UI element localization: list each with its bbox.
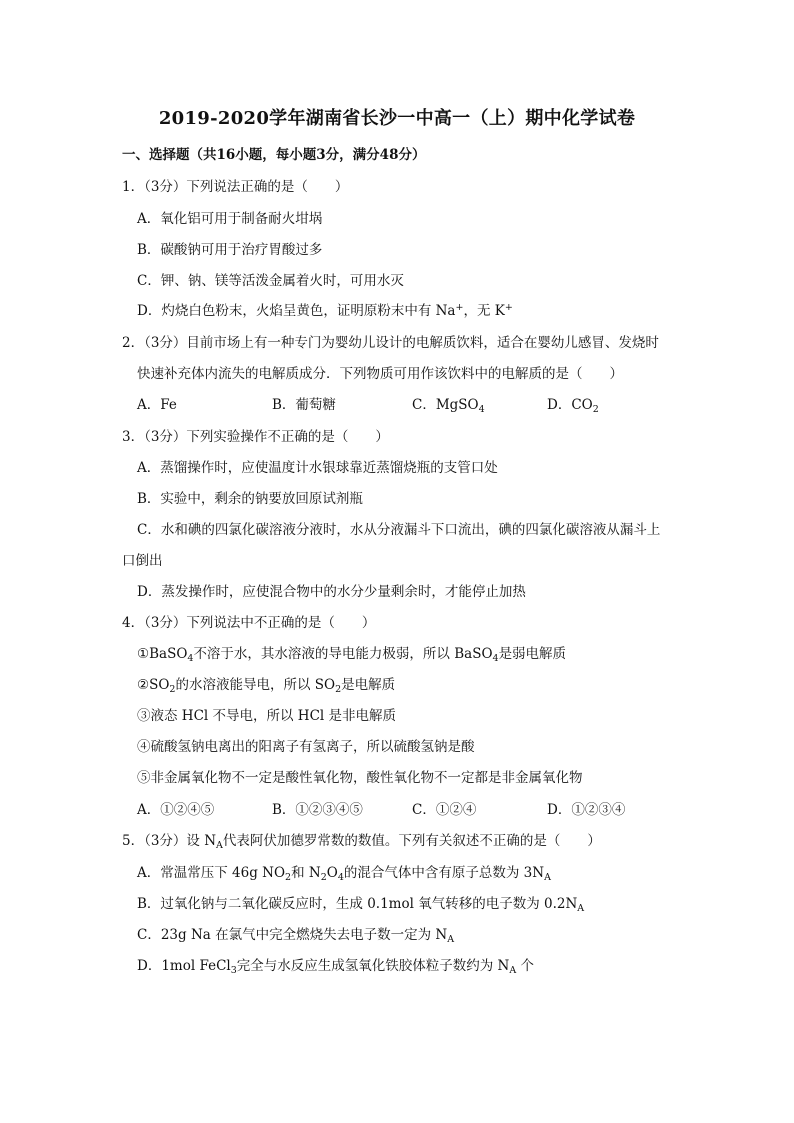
- question-4-option-d: D．①②③④: [547, 802, 626, 818]
- question-4-statement-4: ④硫酸氢钠电离出的阳离子有氢离子，所以硫酸氢钠是酸: [137, 739, 475, 755]
- question-3-option-c-line2: 口倒出: [122, 553, 163, 569]
- question-3-option-a: A．蒸馏操作时，应使温度计水银球靠近蒸馏烧瓶的支管口处: [137, 460, 498, 476]
- question-5-option-a: A．常温常压下 46g $NO_2$和 $N_2O_4$的混合气体中含有原子总数为 $3N_A$: [137, 865, 551, 883]
- question-5-option-d: D．1mol FeCl$_3$完全与水反应生成氢氧化铁胶体粒子数约为 $N_A$ 个: [137, 958, 535, 976]
- question-5-option-b: B．过氧化钠与二氧化碳反应时，生成 0.1mol 氧气转移的电子数为 $0.2N_A$: [137, 896, 585, 914]
- question-5-option-c: C．23g Na 在氯气中完全燃烧失去电子数一定为 $N_A$: [137, 927, 455, 945]
- question-3-option-b: B．实验中，剩余的钠要放回原试剂瓶: [137, 491, 363, 507]
- question-4-option-b: B．①②③④⑤: [272, 802, 363, 818]
- page-title: 2019-2020学年湖南省长沙一中高一（上）期中化学试卷: [158, 108, 636, 129]
- question-1-stem: 1．（3分）下列说法正确的是（ ）: [122, 179, 349, 195]
- question-2-option-c: C．MgSO$_4$: [412, 397, 485, 415]
- question-1-option-b: B．碳酸钠可用于治疗胃酸过多: [137, 242, 323, 258]
- question-4-statement-5: ⑤非金属氧化物不一定是酸性氧化物，酸性氧化物不一定都是非金属氧化物: [137, 770, 583, 786]
- question-4-statement-2: $②SO_2$的水溶液能导电，所以 $SO_2$是电解质: [137, 677, 396, 695]
- question-4-statement-1: ①BaSO$_4$不溶于水，其水溶液的导电能力极弱，所以 BaSO$_4$是弱电解质: [137, 646, 567, 664]
- question-2-option-d: D．$CO_2$: [547, 397, 599, 415]
- question-1-option-a: A．氧化铝可用于制备耐火坩埚: [137, 211, 323, 227]
- question-4-statement-3: ③液态 HCl 不导电，所以 HCl 是非电解质: [137, 708, 397, 724]
- question-2-stem-line1: 2．（3分）目前市场上有一种专门为婴幼儿设计的电解质饮料，适合在婴幼儿感冒、发烧时: [122, 335, 659, 351]
- question-2-stem-line2: 快速补充体内流失的电解质成分．下列物质可用作该饮料中的电解质的是（ ）: [137, 366, 623, 382]
- question-4-option-c: C．①②④: [412, 802, 477, 818]
- question-5-stem: 5．（3分）设 $N_A$代表阿伏加德罗常数的数值。下列有关叙述不正确的是（ ）: [122, 833, 601, 851]
- question-3-option-d: D．蒸发操作时，应使混合物中的水分少量剩余时，才能停止加热: [137, 584, 526, 600]
- question-2-option-b: B．葡萄糖: [272, 397, 336, 413]
- question-4-stem: 4．（3分）下列说法中不正确的是（ ）: [122, 615, 376, 631]
- question-3-option-c-line1: C．水和碘的四氯化碳溶液分液时，水从分液漏斗下口流出，碘的四氯化碳溶液从漏斗上: [137, 522, 661, 538]
- question-3-stem: 3．（3分）下列实验操作不正确的是（ ）: [122, 429, 389, 445]
- question-1-option-d: D．灼烧白色粉末，火焰呈黄色，证明原粉末中有 Na+，无 K+: [137, 302, 513, 319]
- section-heading: 一、选择题（共16小题，每小题3分，满分48分）: [122, 147, 426, 163]
- question-4-option-a: A．①②④⑤: [137, 802, 215, 818]
- question-1-option-c: C．钾、钠、镁等活泼金属着火时，可用水灭: [137, 273, 404, 289]
- question-2-option-a: A．Fe: [137, 397, 177, 413]
